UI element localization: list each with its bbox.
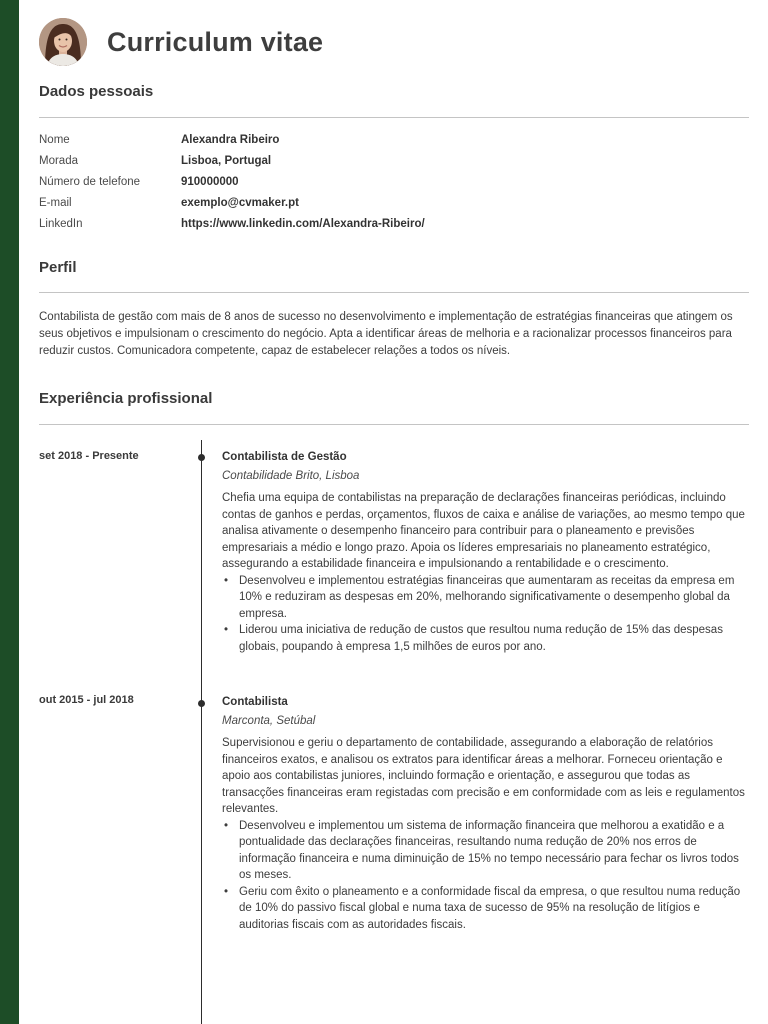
- job-description: Supervisionou e geriu o departamento de contabilidade, assegurando a elaboração de relatórios financeiros exatos, e analisou os extratos para identificar áreas a melhorar. Forneceu orientação e apoio aos contabilistas juniores, incluindo formação e orientação, e assegurou que todas as transacções financeiras eram registadas com precisão e em conformidade com as leis e regulamentos relevantes.: [222, 737, 745, 815]
- timeline-dot: [198, 700, 205, 707]
- experience-dates: out 2015 - jul 2018: [39, 694, 134, 706]
- experience-entry: [222, 694, 749, 933]
- personal-label: Nome: [39, 134, 70, 146]
- job-company: Contabilidade Brito, Lisboa: [222, 470, 360, 482]
- personal-row-linkedin: [39, 218, 749, 239]
- personal-label: LinkedIn: [39, 218, 83, 230]
- achievement-item: • Liderou uma iniciativa de redução de custos que resultou numa redução de 15% das despesas globais, poupando à empresa 1,5 milhões de euros por ano.: [222, 622, 749, 655]
- profile-summary: Contabilista de gestão com mais de 8 anos de sucesso no desenvolvimento e implementação de estratégias financeiras que atingem os seus objetivos e impulsionam o crescimento do negócio. Apta a identificar áreas de melhoria e a racionalizar processos financeiros para reduzir custos. Comunicadora competente, capaz de estabelecer relações a todos os níveis.: [39, 311, 733, 357]
- job-company: Marconta, Setúbal: [222, 715, 316, 727]
- personal-row-phone: [39, 176, 749, 197]
- personal-label: Número de telefone: [39, 176, 141, 188]
- experience-section-title: Experiência profissional: [39, 390, 213, 407]
- achievement-item: • Desenvolveu e implementou um sistema de informação financeira que melhorou a exatidão e a pontualidade das declarações financeiras, resultando numa redução de 20% nos erros de informação financeira e numa diminuição de 15% no tempo necessário para fechar os livros todos os meses.: [222, 818, 749, 884]
- job-title: Contabilista: [222, 696, 288, 708]
- personal-label: Morada: [39, 155, 78, 167]
- achievement-item: • Desenvolveu e implementou estratégias financeiras que aumentaram as receitas da empresa em 10% e reduziram as despesas em 20%, melhorando significativamente o desempenho global da empresa.: [222, 573, 749, 623]
- job-achievements: [222, 573, 749, 656]
- personal-row-email: [39, 197, 749, 218]
- experience-entry: [222, 449, 749, 655]
- profile-photo: [39, 18, 87, 66]
- cv-header: [39, 18, 323, 66]
- personal-row-address: [39, 155, 749, 176]
- personal-value: https://www.linkedin.com/Alexandra-Ribeiro/: [181, 218, 425, 230]
- experience-dates: set 2018 - Presente: [39, 450, 139, 462]
- personal-value: 910000000: [181, 176, 239, 188]
- personal-row-name: [39, 134, 749, 155]
- timeline-line: [201, 440, 202, 1024]
- job-description: Chefia uma equipa de contabilistas na preparação de declarações financeiras periódicas, incluindo contas de ganhos e perdas, orçamentos, fluxos de caixa e análise de variações, ao mesmo tempo que analisa ativamente o desempenho financeiro para contribuir para o planeamento e previsões empresariais a médio e longo prazo. Apoia os líderes empresariais no planeamento estratégico, assegurando a estabilidade financeira e impulsionando a rentabilidade e o crescimento.: [222, 492, 745, 570]
- job-title: Contabilista de Gestão: [222, 451, 347, 463]
- timeline-dot: [198, 454, 205, 461]
- profile-section-title: Perfil: [39, 259, 77, 276]
- section-divider: [39, 424, 749, 425]
- section-divider: [39, 117, 749, 118]
- personal-section-title: Dados pessoais: [39, 83, 154, 100]
- personal-value: Lisboa, Portugal: [181, 155, 272, 167]
- personal-label: E-mail: [39, 197, 72, 209]
- personal-value: exemplo@cvmaker.pt: [181, 197, 299, 209]
- personal-value: Alexandra Ribeiro: [181, 134, 280, 146]
- achievement-item: • Geriu com êxito o planeamento e a conformidade fiscal da empresa, o que resultou numa redução de 10% do passivo fiscal global e numa taxa de sucesso de 95% na resolução de litígios e auditorias fiscais com as autoridades fiscais.: [222, 884, 749, 934]
- section-divider: [39, 292, 749, 293]
- green-side-bar: [0, 0, 19, 1024]
- job-achievements: [222, 818, 749, 934]
- document-title: Curriculum vitae: [107, 26, 324, 57]
